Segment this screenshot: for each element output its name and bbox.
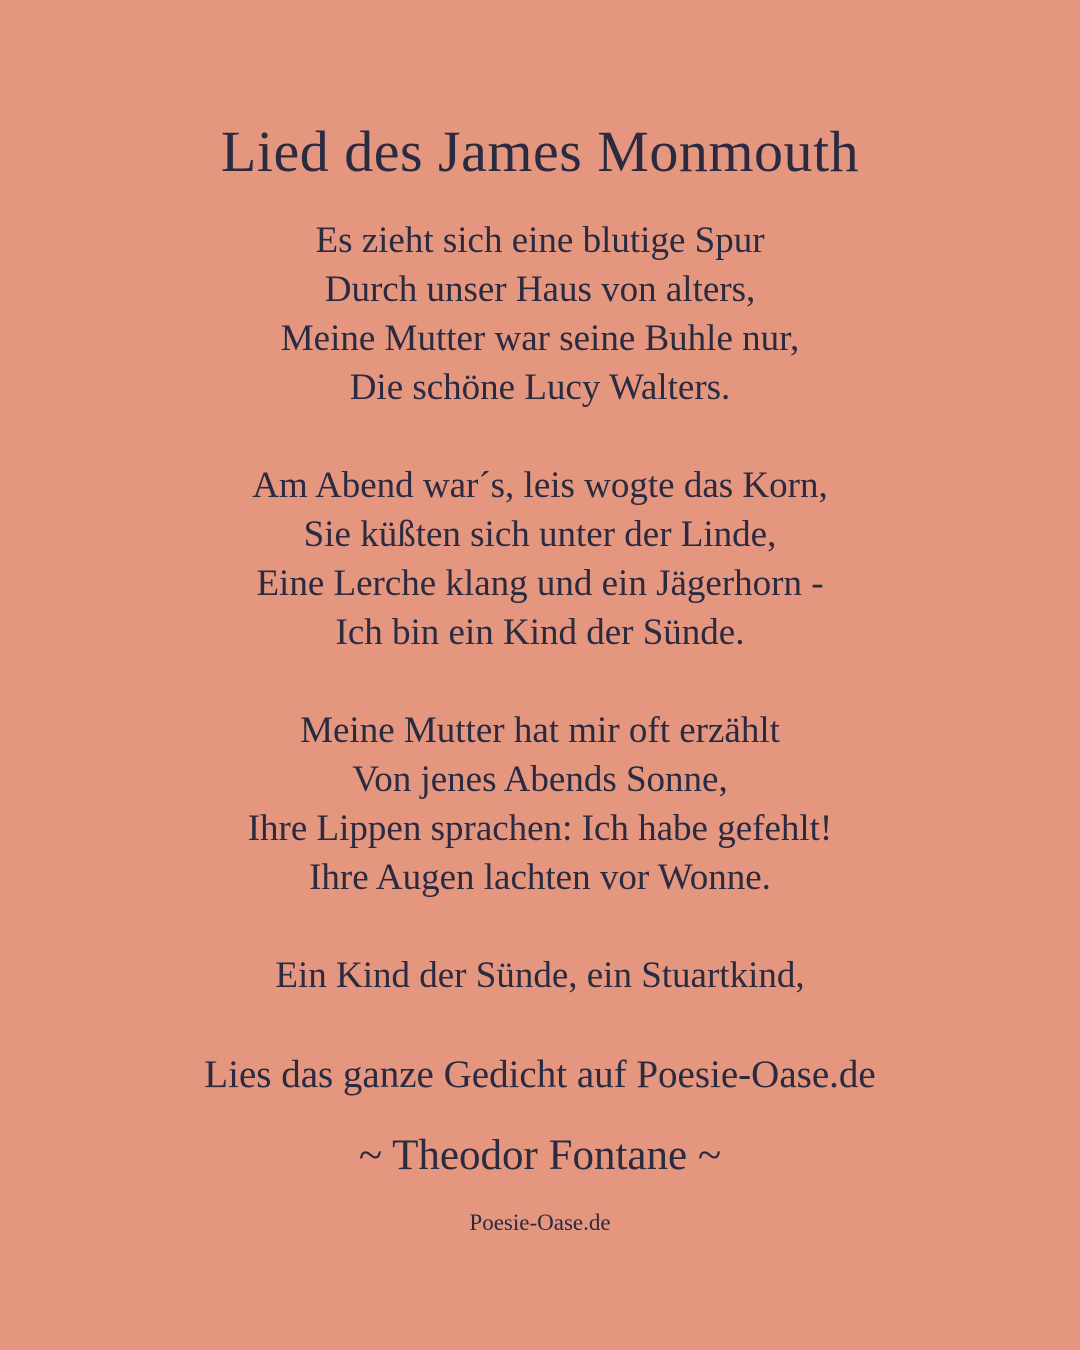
poem-line: Von jenes Abends Sonne, <box>352 759 728 800</box>
poem-line: Ihre Augen lachten vor Wonne. <box>309 857 771 898</box>
stanza-2 <box>0 461 1080 657</box>
poem-line: Am Abend war´s, leis wogte das Korn, <box>252 465 828 506</box>
poem-line: Ein Kind der Sünde, ein Stuartkind, <box>275 955 805 996</box>
stanza-4 <box>0 951 1080 1000</box>
poem-line: Meine Mutter hat mir oft erzählt <box>300 710 780 751</box>
poem-line: Es zieht sich eine blutige Spur <box>315 220 765 261</box>
poem-line: Eine Lerche klang und ein Jägerhorn - <box>256 563 824 604</box>
stanza-3 <box>0 706 1080 902</box>
poem-line: Ihre Lippen sprachen: Ich habe gefehlt! <box>247 808 833 849</box>
read-more-link: Lies das ganze Gedicht auf Poesie-Oase.de <box>204 1053 876 1096</box>
stanza-1 <box>0 216 1080 412</box>
poem-line: Die schöne Lucy Walters. <box>349 367 731 408</box>
poem-line: Durch unser Haus von alters, <box>324 269 756 310</box>
poem-author: ~ Theodor Fontane ~ <box>358 1132 722 1179</box>
site-watermark: Poesie-Oase.de <box>469 1210 611 1235</box>
poem-line: Sie küßten sich unter der Linde, <box>303 514 777 555</box>
poem-body <box>0 216 1080 1049</box>
poem-line: Ich bin ein Kind der Sünde. <box>335 612 745 653</box>
poem-line: Meine Mutter war seine Buhle nur, <box>280 318 800 359</box>
poem-title: Lied des James Monmouth <box>220 119 860 184</box>
